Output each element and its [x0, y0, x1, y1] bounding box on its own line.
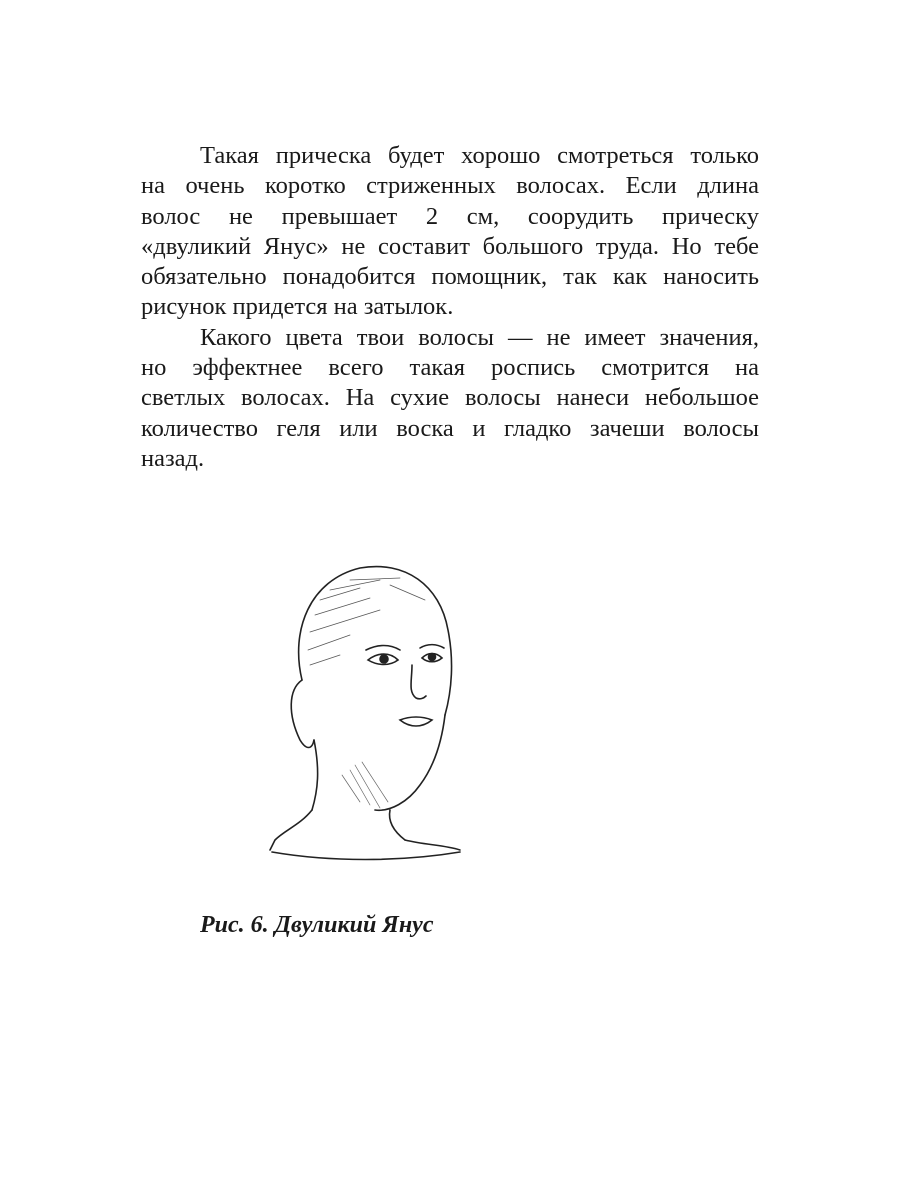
head-sketch-illustration	[230, 540, 490, 880]
text-line: «двуликий Янус» не составит большого труда. Но тебе	[141, 232, 759, 260]
text-line: обязательно понадобится помощник, так как наносить	[141, 263, 759, 291]
text-line: волос не превышает 2 см, соорудить прическу	[141, 202, 759, 230]
text-line: Такая прическа будет хорошо смотреться только	[200, 142, 759, 169]
figure-caption: Рис. 6. Двуликий Янус	[200, 912, 434, 938]
text-line: назад.	[141, 444, 205, 472]
paragraph-2	[141, 323, 759, 474]
paragraph-1	[141, 141, 759, 323]
text-line: рисунок придется на затылок.	[141, 293, 454, 321]
text-line: но эффектнее всего такая роспись смотрится на	[141, 354, 759, 382]
body-text	[141, 141, 759, 474]
text-line: количество геля или воска и гладко зачеши волосы	[141, 414, 759, 442]
text-line: Какого цвета твои волосы — не имеет значения,	[200, 323, 759, 351]
text-line: светлых волосах. На сухие волосы нанеси небольшое	[141, 384, 759, 412]
text-line: на очень коротко стриженных волосах. Если длина	[141, 172, 759, 200]
